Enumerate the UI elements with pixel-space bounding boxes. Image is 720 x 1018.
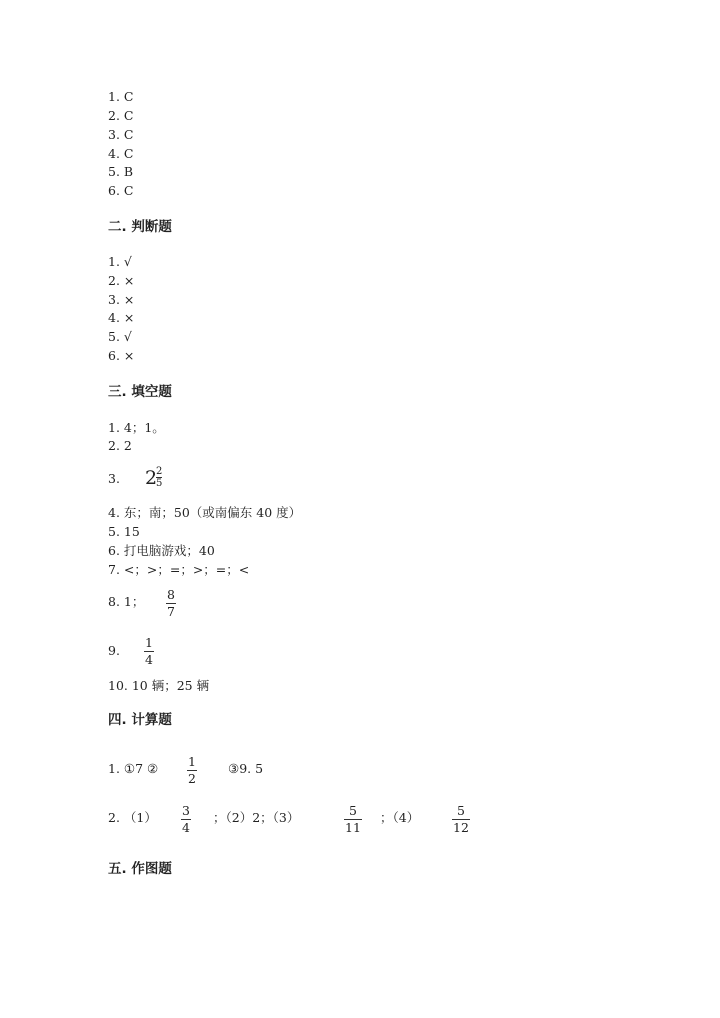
- choice-answer-2: 2. C: [108, 108, 134, 123]
- fill-answer-5: 5. 15: [108, 524, 140, 539]
- fraction-denominator: 4: [145, 652, 153, 667]
- fill-answer-2: 2. 2: [108, 438, 132, 453]
- fill-answer-4: 4. 东；南；50（或南偏东 40 度）: [108, 505, 302, 520]
- choice-answer-3: 3. C: [108, 127, 134, 142]
- judgement-answer-3: 3. ×: [108, 292, 135, 307]
- calc-answer-1-fraction: [187, 755, 197, 786]
- fill-answer-9-fraction: [144, 636, 154, 667]
- fill-answer-3-label: 3.: [108, 471, 120, 486]
- fraction-numerator: 1: [145, 635, 153, 650]
- fraction-numerator: 8: [167, 587, 175, 602]
- section-title-judgement: 二. 判断题: [108, 219, 172, 235]
- choice-answer-5: 5. B: [108, 164, 134, 179]
- fraction-numerator: 5: [456, 803, 465, 818]
- calc-answer-1-part2: ③9. 5: [228, 761, 264, 776]
- fill-answer-8-fraction: [166, 588, 176, 619]
- fill-answer-1: 1. 4；1。: [108, 420, 165, 435]
- fill-answer-9-label: 9.: [108, 643, 120, 658]
- fraction-numerator: 2: [156, 466, 163, 477]
- fraction-denominator: 7: [167, 604, 175, 619]
- fill-answer-3-fraction: [156, 466, 162, 489]
- fill-answer-3-whole: 2: [145, 467, 158, 489]
- calc-answer-1-part1: 1. ①7 ②: [108, 761, 159, 776]
- judgement-answer-6: 6. ×: [108, 348, 135, 363]
- fill-answer-7: 7. <；>；=；>；=；<: [108, 562, 250, 577]
- fill-answer-8-label: 8. 1；: [108, 594, 145, 609]
- fraction-denominator: 5: [156, 478, 163, 489]
- fraction-numerator: 3: [182, 803, 190, 818]
- choice-answer-6: 6. C: [108, 183, 134, 198]
- calc-answer-2-fraction-1: [181, 804, 191, 835]
- judgement-answer-1: 1. √: [108, 254, 132, 269]
- calc-answer-2-fraction-3: [452, 804, 470, 835]
- calc-answer-2-fraction-2: [344, 804, 362, 835]
- judgement-answer-2: 2. ×: [108, 273, 135, 288]
- choice-answer-1: 1. C: [108, 89, 134, 104]
- fraction-numerator: 5: [348, 803, 357, 818]
- fraction-denominator: 2: [188, 771, 196, 786]
- section-title-drawing: 五. 作图题: [108, 861, 172, 877]
- calc-answer-2-separator-1: ；（2）2；（3）: [213, 810, 300, 825]
- section-title-calculation: 四. 计算题: [108, 712, 172, 728]
- calc-answer-2-separator-2: ；（4）: [380, 810, 420, 825]
- fill-answer-6: 6. 打电脑游戏；40: [108, 543, 215, 558]
- fraction-numerator: 1: [188, 754, 196, 769]
- choice-answer-4: 4. C: [108, 146, 134, 161]
- judgement-answer-4: 4. ×: [108, 310, 135, 325]
- fill-answer-10: 10. 10 辆；25 辆: [108, 678, 210, 693]
- fraction-denominator: 4: [182, 820, 190, 835]
- fraction-denominator: 12: [453, 820, 469, 835]
- section-title-fill-blank: 三. 填空题: [108, 384, 172, 400]
- calc-answer-2-label: 2. （1）: [108, 810, 157, 825]
- judgement-answer-5: 5. √: [108, 329, 132, 344]
- fraction-denominator: 11: [345, 820, 361, 835]
